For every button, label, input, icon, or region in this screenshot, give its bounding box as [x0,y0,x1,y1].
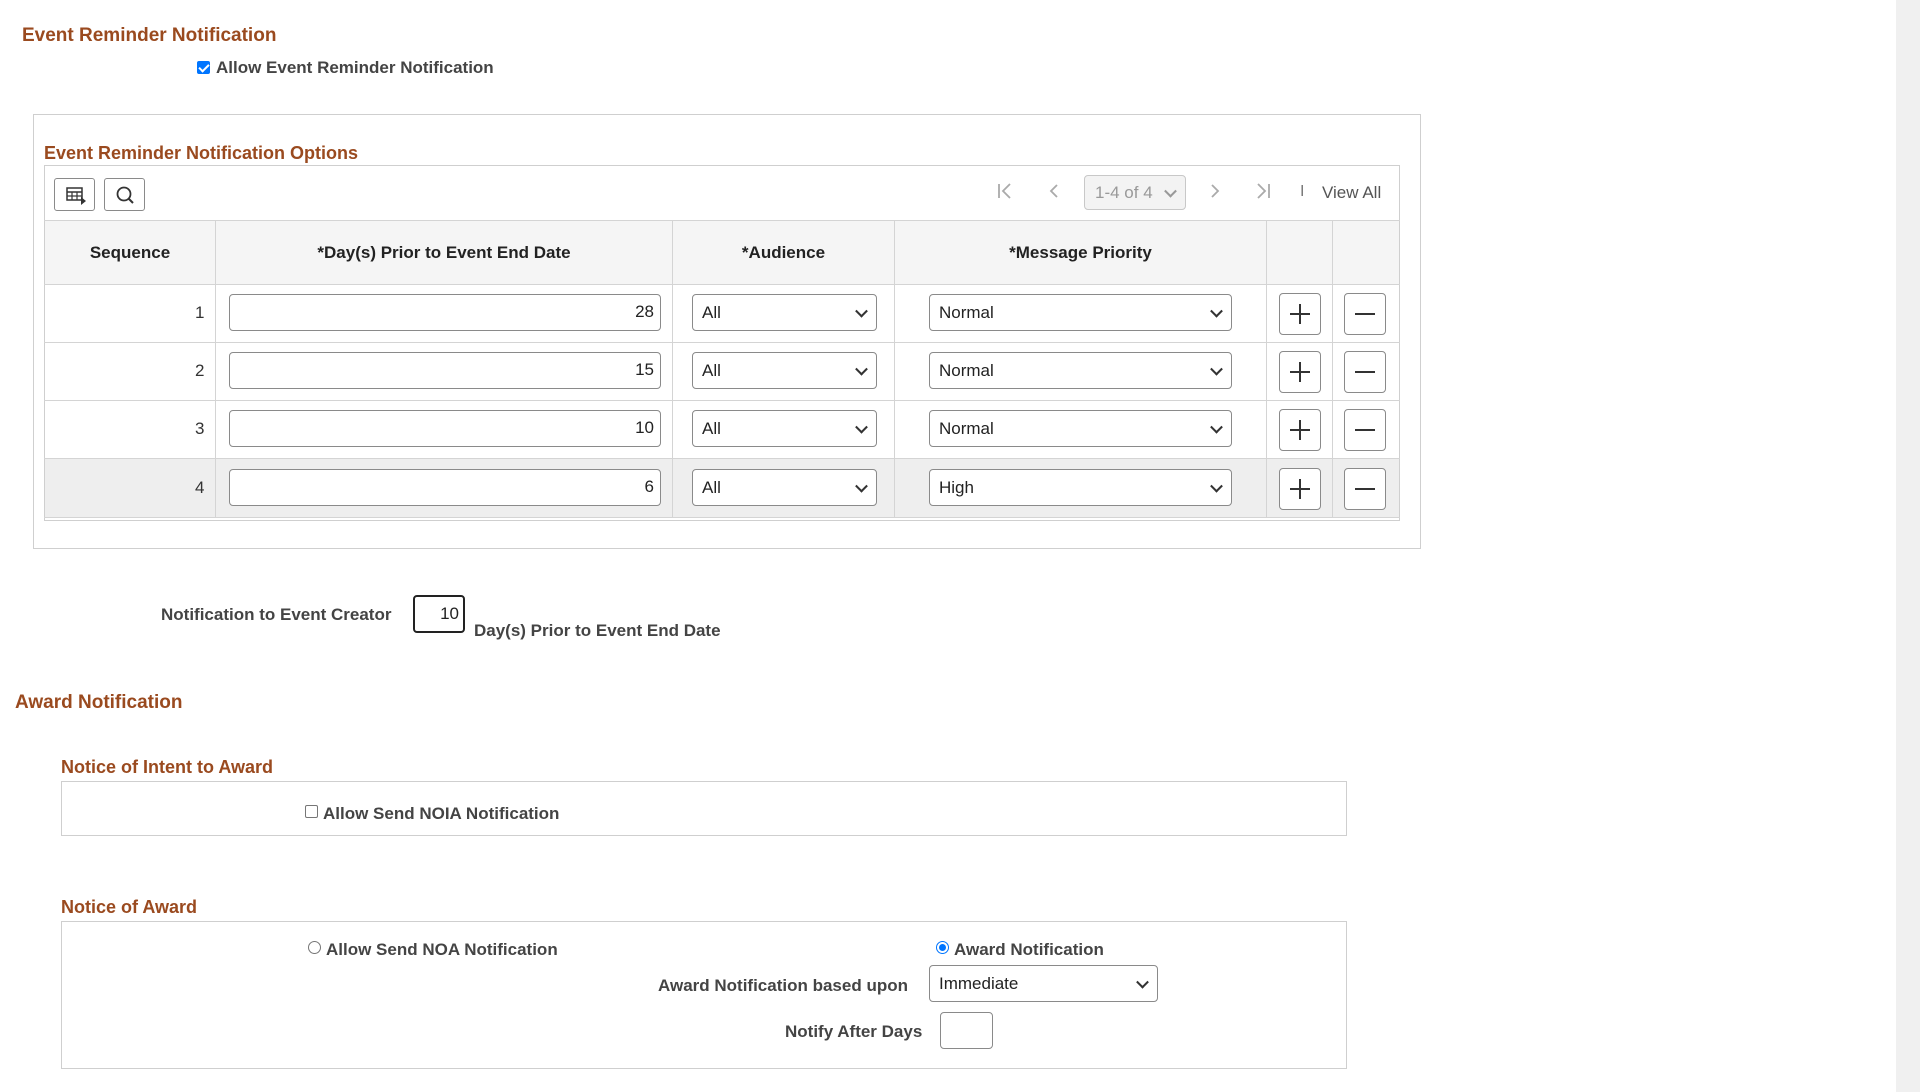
message-priority-select[interactable] [929,352,1232,389]
days-prior-input[interactable]: 15 [229,352,661,389]
chevron-down-icon [1210,362,1223,375]
event-reminder-options-heading: Event Reminder Notification Options [44,143,359,163]
chevron-down-icon [855,420,868,433]
last-page-icon[interactable] [1253,180,1273,206]
chevron-down-icon [1210,479,1223,492]
chevron-down-icon [855,362,868,375]
chevron-down-icon [1136,975,1149,988]
notify-after-days-input[interactable] [940,1012,993,1049]
audience-select[interactable] [692,294,877,331]
message-priority-select[interactable] [929,469,1232,506]
priority-value: Normal [939,302,994,322]
delete-row-button[interactable] [1344,351,1386,393]
allow-noa-label: Allow Send NOA Notification [326,940,558,959]
allow-noia-label: Allow Send NOIA Notification [323,804,560,823]
chevron-down-icon [855,304,868,317]
add-row-button[interactable] [1279,409,1321,451]
award-notification-heading: Award Notification [15,692,183,713]
days-prior-input[interactable]: 6 [229,469,661,506]
message-priority-select[interactable] [929,294,1232,331]
col-header-sequence[interactable]: Sequence [45,221,216,284]
add-row-button[interactable] [1279,468,1321,510]
audience-select[interactable] [692,469,877,506]
chevron-down-icon [1210,420,1223,433]
allow-event-reminder-label: Allow Event Reminder Notification [216,58,494,77]
search-icon [105,179,146,212]
chevron-down-icon [1164,184,1177,197]
col-header-days-prior[interactable]: *Day(s) Prior to Event End Date [216,221,673,284]
audience-value: All [702,360,721,380]
delete-row-button[interactable] [1344,293,1386,335]
page-scrollbar[interactable] [1896,0,1920,1092]
based-upon-label: Award Notification based upon [658,976,908,995]
find-in-grid-button[interactable] [104,178,145,211]
audience-value: All [702,418,721,438]
event-creator-label: Notification to Event Creator [161,605,392,624]
next-page-icon[interactable] [1207,180,1223,206]
audience-select[interactable] [692,352,877,389]
pager-select[interactable] [1084,175,1186,210]
sequence-cell: 4 [195,478,205,497]
days-prior-input[interactable]: 28 [229,294,661,331]
col-header-add [1267,221,1333,284]
allow-noia-checkbox[interactable] [305,805,318,818]
grid-settings-icon [55,179,96,212]
col-header-delete [1333,221,1399,284]
allow-event-reminder-checkbox[interactable] [197,61,210,74]
sequence-cell: 3 [195,419,205,438]
pager-text: 1-4 of 4 [1095,182,1153,202]
allow-noa-radio[interactable] [308,941,321,954]
col-header-audience[interactable]: *Audience [673,221,895,284]
days-prior-input[interactable]: 10 [229,410,661,447]
notify-after-days-label: Notify After Days [785,1022,923,1041]
previous-page-icon[interactable] [1046,180,1062,206]
chevron-down-icon [1210,304,1223,317]
sequence-cell: 1 [195,303,205,322]
chevron-down-icon [855,479,868,492]
event-creator-days-input[interactable]: 10 [413,595,465,633]
col-header-message-priority[interactable]: *Message Priority [895,221,1267,284]
noa-heading: Notice of Award [61,897,198,917]
priority-value: Normal [939,418,994,438]
based-upon-select[interactable] [929,965,1158,1002]
award-notification-radio-label: Award Notification [954,940,1104,959]
event-creator-suffix: Day(s) Prior to Event End Date [474,621,721,640]
first-page-icon[interactable] [995,180,1015,206]
event-reminder-heading: Event Reminder Notification [22,25,277,46]
sequence-cell: 2 [195,361,205,380]
message-priority-select[interactable] [929,410,1232,447]
add-row-button[interactable] [1279,351,1321,393]
audience-value: All [702,302,721,322]
based-upon-value: Immediate [939,973,1019,993]
personalize-grid-button[interactable] [54,178,95,211]
audience-value: All [702,477,721,497]
priority-value: Normal [939,360,994,380]
priority-value: High [939,477,974,497]
view-all-link[interactable]: View All [1322,183,1382,202]
noia-heading: Notice of Intent to Award [61,757,274,777]
pager-separator: I [1300,183,1305,200]
award-notification-radio[interactable] [936,941,949,954]
delete-row-button[interactable] [1344,468,1386,510]
audience-select[interactable] [692,410,877,447]
add-row-button[interactable] [1279,293,1321,335]
delete-row-button[interactable] [1344,409,1386,451]
noia-panel [61,781,1347,836]
